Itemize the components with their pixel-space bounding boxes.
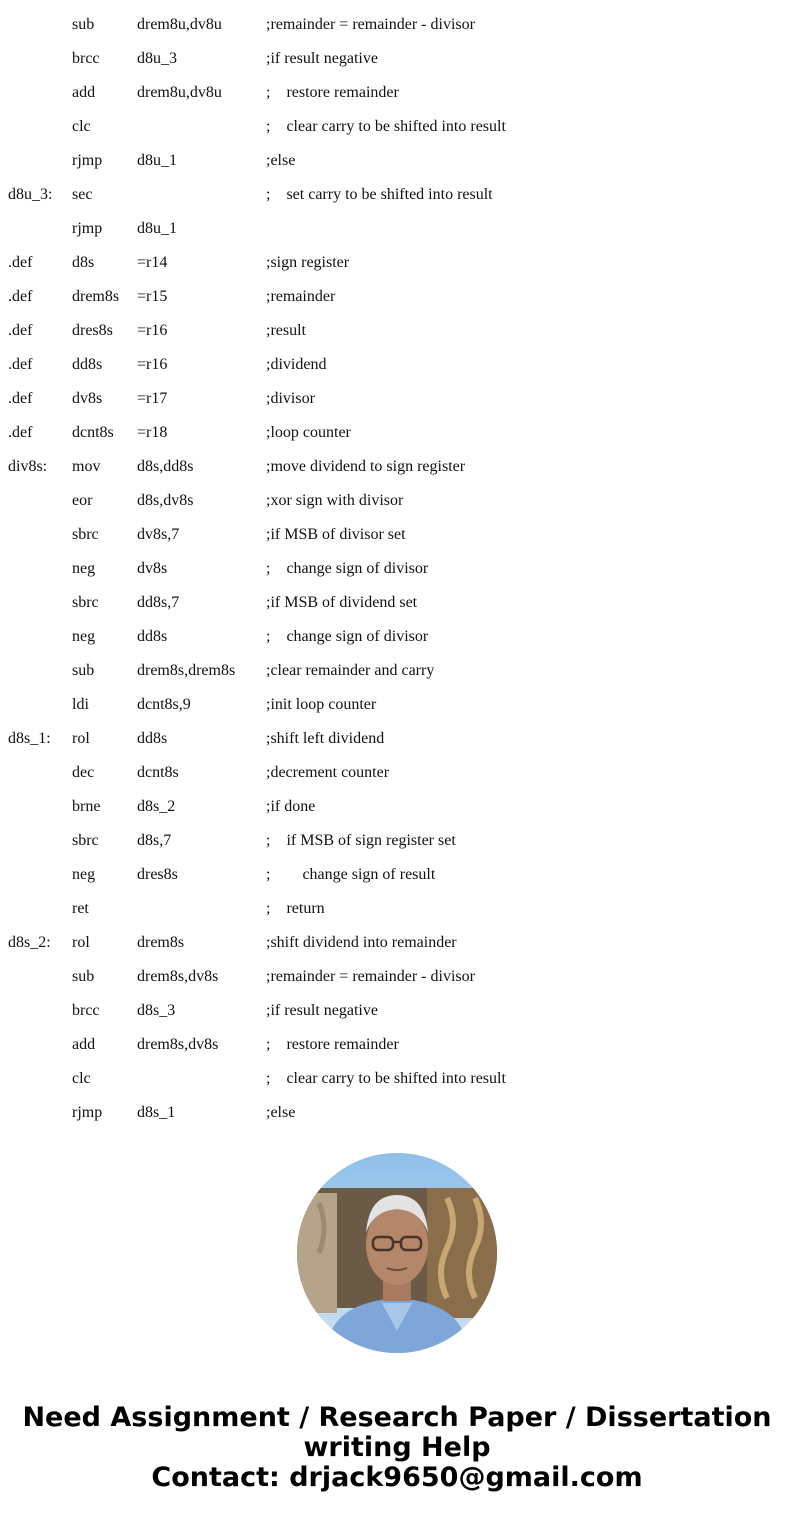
code-line <box>0 254 794 288</box>
code-operands: =r15 <box>137 288 168 305</box>
code-operands: d8s,7 <box>137 832 172 849</box>
code-mnemonic: sub <box>72 16 95 33</box>
code-operands: dv8s,7 <box>137 526 180 543</box>
contact-line: Contact: drjack9650@gmail.com <box>151 1462 643 1493</box>
code-line <box>0 84 794 118</box>
code-line <box>0 1002 794 1036</box>
code-line <box>0 730 794 764</box>
code-comment: ;if done <box>266 798 316 815</box>
code-mnemonic: neg <box>72 866 96 883</box>
code-comment: ; set carry to be shifted into result <box>266 186 493 203</box>
code-line <box>0 594 794 628</box>
code-line <box>0 492 794 526</box>
code-line <box>0 900 794 934</box>
code-line <box>0 1036 794 1070</box>
code-line <box>0 322 794 356</box>
code-operands: d8u_3 <box>137 50 177 67</box>
code-mnemonic: dv8s <box>72 390 103 407</box>
code-mnemonic: mov <box>72 458 101 475</box>
code-comment: ;if MSB of dividend set <box>266 594 418 611</box>
code-comment: ;loop counter <box>266 424 351 441</box>
code-line <box>0 526 794 560</box>
code-mnemonic: rjmp <box>72 152 103 169</box>
code-operands: dv8s <box>137 560 168 577</box>
code-line <box>0 356 794 390</box>
code-comment: ;if MSB of divisor set <box>266 526 406 543</box>
code-mnemonic: sbrc <box>72 594 99 611</box>
code-operands: d8u_1 <box>137 152 177 169</box>
code-mnemonic: sec <box>72 186 93 203</box>
code-mnemonic: dcnt8s <box>72 424 114 441</box>
code-operands: dcnt8s,9 <box>137 696 191 713</box>
code-operands: =r18 <box>137 424 168 441</box>
code-operands: dcnt8s <box>137 764 179 781</box>
code-operands: dd8s <box>137 730 168 747</box>
code-line <box>0 152 794 186</box>
code-line <box>0 764 794 798</box>
code-line <box>0 288 794 322</box>
code-operands: drem8s,drem8s <box>137 662 236 679</box>
code-line <box>0 1104 794 1138</box>
code-operands: dd8s,7 <box>137 594 180 611</box>
code-operands: drem8s,dv8s <box>137 1036 219 1053</box>
code-mnemonic: rol <box>72 730 90 747</box>
code-operands: d8s,dv8s <box>137 492 194 509</box>
code-comment: ;divisor <box>266 390 315 407</box>
code-mnemonic: brcc <box>72 1002 100 1019</box>
code-line <box>0 866 794 900</box>
code-label: d8s_1: <box>8 730 51 747</box>
code-line <box>0 696 794 730</box>
code-operands: =r16 <box>137 356 168 373</box>
code-mnemonic: d8s <box>72 254 95 271</box>
code-mnemonic: dres8s <box>72 322 113 339</box>
code-line <box>0 220 794 254</box>
code-line <box>0 832 794 866</box>
code-comment: ; change sign of divisor <box>266 628 429 645</box>
code-mnemonic: add <box>72 84 96 101</box>
code-operands: drem8s,dv8s <box>137 968 219 985</box>
code-comment: ;xor sign with divisor <box>266 492 404 509</box>
code-operands: =r16 <box>137 322 168 339</box>
code-comment: ; clear carry to be shifted into result <box>266 1070 506 1087</box>
code-operands: drem8u,dv8u <box>137 16 222 33</box>
code-mnemonic: ldi <box>72 696 89 713</box>
code-label: .def <box>8 356 33 373</box>
code-comment: ; if MSB of sign register set <box>266 832 456 849</box>
code-comment: ;remainder = remainder - divisor <box>266 968 475 985</box>
code-mnemonic: drem8s <box>72 288 120 305</box>
code-mnemonic: sbrc <box>72 832 99 849</box>
code-comment: ; restore remainder <box>266 84 399 101</box>
code-comment: ;remainder = remainder - divisor <box>266 16 475 33</box>
code-mnemonic: clc <box>72 118 91 135</box>
code-operands: d8u_1 <box>137 220 177 237</box>
code-line <box>0 424 794 458</box>
code-label: .def <box>8 322 33 339</box>
code-line <box>0 968 794 1002</box>
code-line <box>0 50 794 84</box>
promo-line-1: Need Assignment / Research Paper / Dissertation <box>22 1402 772 1433</box>
code-line <box>0 1070 794 1104</box>
code-comment: ;init loop counter <box>266 696 377 713</box>
author-photo-illustration <box>297 1153 497 1353</box>
code-mnemonic: neg <box>72 628 96 645</box>
code-operands: d8s,dd8s <box>137 458 194 475</box>
code-line <box>0 628 794 662</box>
code-comment: ;if result negative <box>266 1002 378 1019</box>
code-operands: dd8s <box>137 628 168 645</box>
code-comment: ;shift dividend into remainder <box>266 934 457 951</box>
code-comment: ;if result negative <box>266 50 378 67</box>
code-line <box>0 16 794 50</box>
code-comment: ; return <box>266 900 325 917</box>
code-operands: d8s_2 <box>137 798 176 815</box>
code-operands: d8s_1 <box>137 1104 176 1121</box>
code-mnemonic: ret <box>72 900 89 917</box>
code-comment: ;decrement counter <box>266 764 390 781</box>
code-operands: dres8s <box>137 866 178 883</box>
code-label: div8s: <box>8 458 48 475</box>
code-mnemonic: sbrc <box>72 526 99 543</box>
code-label: .def <box>8 424 33 441</box>
code-mnemonic: neg <box>72 560 96 577</box>
code-label: .def <box>8 254 33 271</box>
code-comment: ;move dividend to sign register <box>266 458 466 475</box>
code-line <box>0 560 794 594</box>
code-line <box>0 934 794 968</box>
promo-line-2: writing Help <box>303 1432 491 1463</box>
code-operands: d8s_3 <box>137 1002 176 1019</box>
code-line <box>0 390 794 424</box>
code-mnemonic: sub <box>72 968 95 985</box>
code-mnemonic: rjmp <box>72 220 103 237</box>
code-mnemonic: clc <box>72 1070 91 1087</box>
code-comment: ; restore remainder <box>266 1036 399 1053</box>
code-operands: =r14 <box>137 254 168 271</box>
code-mnemonic: sub <box>72 662 95 679</box>
code-label: .def <box>8 288 33 305</box>
code-mnemonic: brne <box>72 798 101 815</box>
code-comment: ;else <box>266 1104 296 1121</box>
code-mnemonic: add <box>72 1036 96 1053</box>
code-mnemonic: dec <box>72 764 95 781</box>
code-label: d8s_2: <box>8 934 51 951</box>
code-mnemonic: rjmp <box>72 1104 103 1121</box>
code-mnemonic: rol <box>72 934 90 951</box>
code-line <box>0 186 794 220</box>
code-operands: drem8u,dv8u <box>137 84 222 101</box>
code-comment: ;sign register <box>266 254 350 271</box>
code-comment: ;else <box>266 152 296 169</box>
code-line <box>0 798 794 832</box>
code-comment: ; change sign of divisor <box>266 560 429 577</box>
code-line <box>0 458 794 492</box>
code-mnemonic: dd8s <box>72 356 103 373</box>
code-comment: ; clear carry to be shifted into result <box>266 118 506 135</box>
code-comment: ;remainder <box>266 288 336 305</box>
code-operands: =r17 <box>137 390 168 407</box>
author-avatar <box>297 1153 497 1353</box>
code-comment: ; change sign of result <box>266 866 436 883</box>
code-comment: ;clear remainder and carry <box>266 662 435 679</box>
code-line <box>0 118 794 152</box>
code-mnemonic: brcc <box>72 50 100 67</box>
code-comment: ;dividend <box>266 356 327 373</box>
code-operands: drem8s <box>137 934 185 951</box>
code-comment: ;result <box>266 322 306 339</box>
code-mnemonic: eor <box>72 492 93 509</box>
code-label: d8u_3: <box>8 186 53 203</box>
code-label: .def <box>8 390 33 407</box>
code-comment: ;shift left dividend <box>266 730 385 747</box>
code-line <box>0 662 794 696</box>
